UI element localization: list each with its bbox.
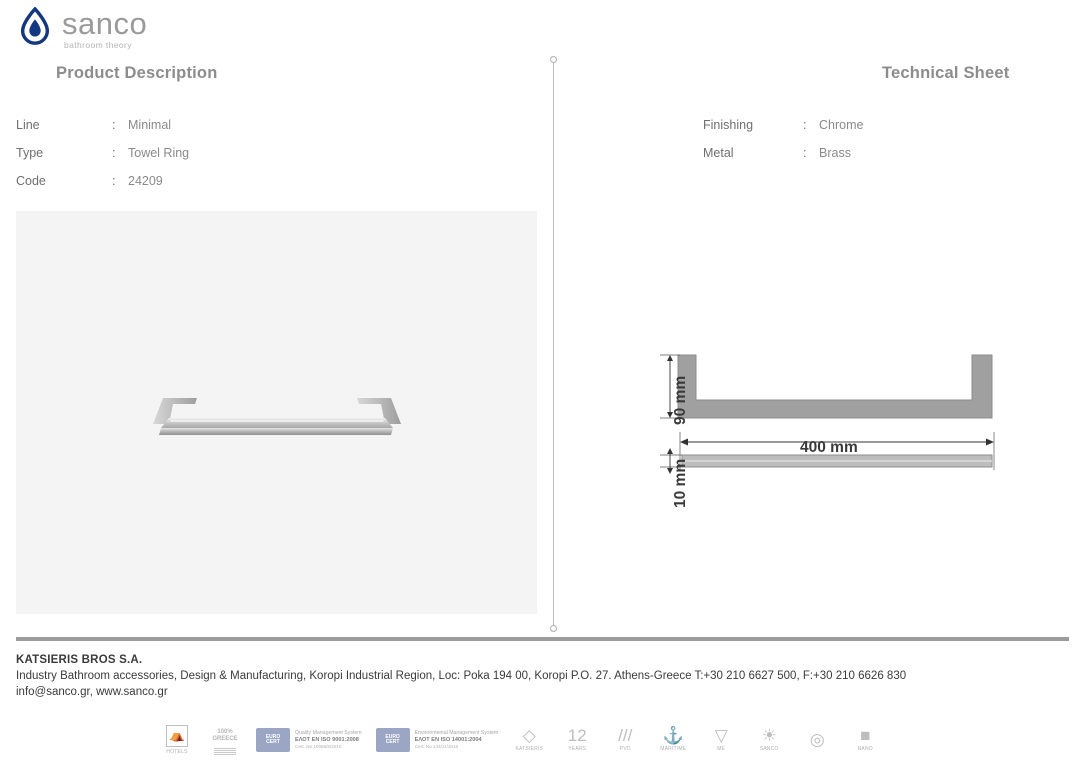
pvd-badge — [608, 727, 642, 752]
eurocert-icon: EURO CERT — [256, 728, 290, 752]
diamond-icon: ◇ — [522, 726, 536, 746]
badge-glyph: 100% — [217, 729, 233, 736]
me-badge — [704, 727, 738, 752]
product-photo-towel-ring — [147, 378, 407, 448]
sun-icon: ☀ — [761, 726, 777, 746]
nano-icon: ■ — [860, 726, 871, 746]
brand-logo — [16, 4, 147, 50]
seal-badge — [800, 731, 834, 750]
badge-caption: KATSIERIS — [515, 746, 544, 753]
technical-sheet-heading: Technical Sheet — [882, 64, 1010, 82]
made-in-greece-badge — [208, 725, 242, 755]
hotels-badge — [160, 725, 194, 755]
dimension-thickness-label: 10 mm — [672, 458, 689, 508]
badge-caption: ME — [717, 746, 726, 753]
greece-icon — [212, 725, 238, 747]
badge-caption: GREECE — [212, 736, 238, 742]
certification-badges — [160, 712, 990, 768]
spec-separator: : — [112, 118, 116, 132]
spec-label: Code — [16, 174, 46, 188]
spec-row — [16, 146, 189, 174]
cert-standard: EΛΟΤ EN ISO 9001:2008 — [295, 736, 359, 743]
spec-value: Minimal — [128, 118, 172, 132]
spec-label: Metal — [703, 146, 734, 160]
spec-label: Type — [16, 146, 44, 160]
badge-caption: HOTELS — [166, 748, 188, 755]
spec-value: 24209 — [128, 174, 163, 188]
footer-company-name: KATSIERIS BROS S.A. — [16, 654, 143, 666]
footer-contact: info@sanco.gr, www.sanco.gr — [16, 686, 168, 698]
dimension-height-label: 90 mm — [672, 375, 689, 425]
footer-address: Industry Bathroom accessories, Design & Manufacturing, Koropi Industrial Region, Loc: Poka 194 00, Koropi P.O. 27. Athens-Greece T:+30 210 6627 500, F:+30 210 6626 830 — [16, 670, 907, 682]
hotels-icon: ⛺ — [166, 725, 188, 747]
technical-spec-table — [703, 118, 863, 174]
cert-number: Cert. No 10086/6/2010 — [295, 744, 342, 750]
section-divider — [553, 60, 554, 630]
badge-caption: SANCO — [759, 746, 779, 753]
dimension-width-label: 400 mm — [800, 439, 858, 456]
product-image-panel — [16, 211, 537, 614]
cert-system-name: Environmental Management System — [414, 729, 499, 736]
spec-separator: : — [803, 146, 807, 160]
seal-icon: ◎ — [809, 729, 825, 749]
spec-separator: : — [112, 146, 116, 160]
triangle-icon: ▽ — [714, 726, 728, 746]
anchor-icon: ⚓ — [662, 726, 684, 746]
product-spec-table — [16, 118, 189, 202]
spec-separator: : — [112, 174, 116, 188]
greece-flag-stripes — [214, 748, 236, 755]
divider-dot-bottom — [550, 625, 557, 632]
spec-row — [16, 118, 189, 146]
cert-system-name: Quality Management System — [295, 729, 362, 736]
maritime-badge — [656, 727, 690, 752]
iso-9001-text — [295, 730, 362, 751]
eurocert-icon: EURO CERT — [376, 728, 410, 752]
cert-number: Cert. No 144/11/2010 — [414, 744, 459, 750]
badge-caption: MARITIME — [660, 746, 687, 753]
divider-dot-top — [550, 56, 557, 63]
stripes-icon: /// — [618, 726, 633, 746]
sanco-sun-badge — [752, 727, 786, 752]
spec-value: Towel Ring — [128, 146, 190, 160]
technical-drawing — [640, 340, 1010, 510]
brand-tagline: bathroom theory — [64, 40, 132, 50]
years-number: 12 — [567, 726, 587, 746]
badge-caption: NANO — [857, 746, 873, 753]
spec-separator: : — [803, 118, 807, 132]
spec-row — [703, 146, 863, 174]
spec-value: Brass — [819, 146, 851, 160]
spec-row — [16, 174, 189, 202]
iso-9001-badge — [256, 728, 362, 752]
iso-14001-text — [415, 730, 499, 751]
nano-badge — [848, 727, 882, 752]
cert-standard: EΛΟΤ EN ISO 14001:2004 — [414, 736, 482, 743]
spec-row — [703, 118, 863, 146]
spec-label: Line — [16, 118, 40, 132]
spec-label: Finishing — [703, 118, 754, 132]
brand-name: sanco — [62, 6, 148, 41]
iso-14001-badge — [376, 728, 499, 752]
footer-divider — [16, 637, 1069, 641]
badge-caption: YEARS — [568, 746, 587, 753]
spec-value: Chrome — [819, 118, 864, 132]
katsieris-badge — [512, 727, 546, 752]
water-drop-icon — [16, 7, 54, 47]
product-description-heading: Product Description — [56, 64, 218, 82]
badge-caption: PVD — [619, 746, 631, 753]
12-years-badge — [560, 727, 594, 752]
